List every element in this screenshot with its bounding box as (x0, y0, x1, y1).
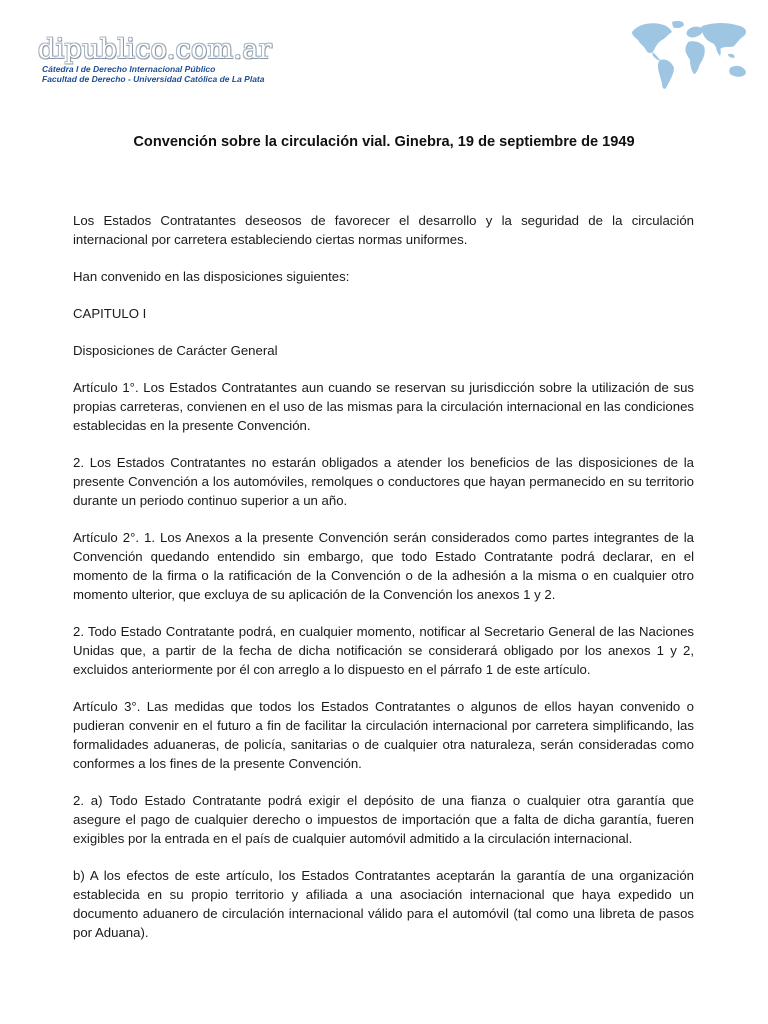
paragraph-article-3-2a: 2. a) Todo Estado Contratante podrá exigir el depósito de una fianza o cualquier otra garantía que asegure el pago de cualquier derecho o impuestos de importación que a falta de dicha garantía, fueren exigibles por la entrada en el país de cualquier automóvil admitido a la circulación internacional. (73, 793, 694, 846)
paragraph-preamble: Los Estados Contratantes deseosos de favorecer el desarrollo y la seguridad de la circulación internacional por carretera estableciendo ciertas normas uniformes. (73, 213, 694, 247)
chapter-heading: CAPITULO I (73, 306, 147, 321)
logo-subtitle-line-1: Cátedra I de Derecho Internacional Público (42, 64, 216, 74)
section-heading: Disposiciones de Carácter General (73, 343, 278, 358)
paragraph-article-3: Artículo 3°. Las medidas que todos los Estados Contratantes o algunos de ellos hayan convenido o pudieran convenir en el futuro a fin de facilitar la circulación internacional por carretera simplificando, las formalidades aduaneras, de policía, sanitarias o de cualquier otra naturaleza, serán consideradas como conformes a los fines de la presente Convención. (73, 699, 694, 771)
paragraph-article-1-2: 2. Los Estados Contratantes no estarán obligados a atender los beneficios de las disposiciones de la presente Convención a los automóviles, remolques o conductores que hayan permanecido en su territorio durante un periodo continuo superior a un año. (73, 455, 694, 508)
world-map-icon (628, 18, 752, 94)
document-title: Convención sobre la circulación vial. Ginebra, 19 de septiembre de 1949 (133, 134, 635, 150)
document-body (73, 211, 694, 960)
logo-subtitle-line-2: Facultad de Derecho - Universidad Católica de La Plata (42, 74, 265, 84)
paragraph-article-2: Artículo 2°. 1. Los Anexos a la presente Convención serán considerados como partes integrantes de la Convención quedando entendido sin embargo, que todo Estado Contratante podrá declarar, en el momento de la firma o la ratificación de la Convención o de la adhesión a la misma o en cualquier otro momento ulterior, que excluya de su aplicación de la Convención los anexos 1 y 2. (73, 530, 694, 602)
page-header (0, 0, 768, 100)
site-name: dipublico.com.ar (38, 34, 272, 65)
paragraph-agreed: Han convenido en las disposiciones siguientes: (73, 269, 350, 284)
paragraph-article-2-2: 2. Todo Estado Contratante podrá, en cualquier momento, notificar al Secretario General de las Naciones Unidas que, a partir de la fecha de dicha notificación se considerará obligado por los anexos 1 y 2, excluidos anteriormente por él con arreglo a lo dispuesto en el párrafo 1 de este artículo. (73, 624, 694, 677)
paragraph-article-3-2b: b) A los efectos de este artículo, los Estados Contratantes aceptarán la garantía de una organización establecida en su propio territorio y afiliada a una asociación internacional que haya expedido un documento aduanero de circulación internacional válido para el automóvil (tal como una libreta de pasos por Aduana). (73, 868, 694, 940)
site-logo[interactable] (38, 36, 272, 84)
paragraph-article-1: Artículo 1°. Los Estados Contratantes aun cuando se reservan su jurisdicción sobre la utilización de sus propias carreteras, convienen en el uso de las mismas para la circulación internacional en las condiciones establecidas en la presente Convención. (73, 380, 694, 433)
